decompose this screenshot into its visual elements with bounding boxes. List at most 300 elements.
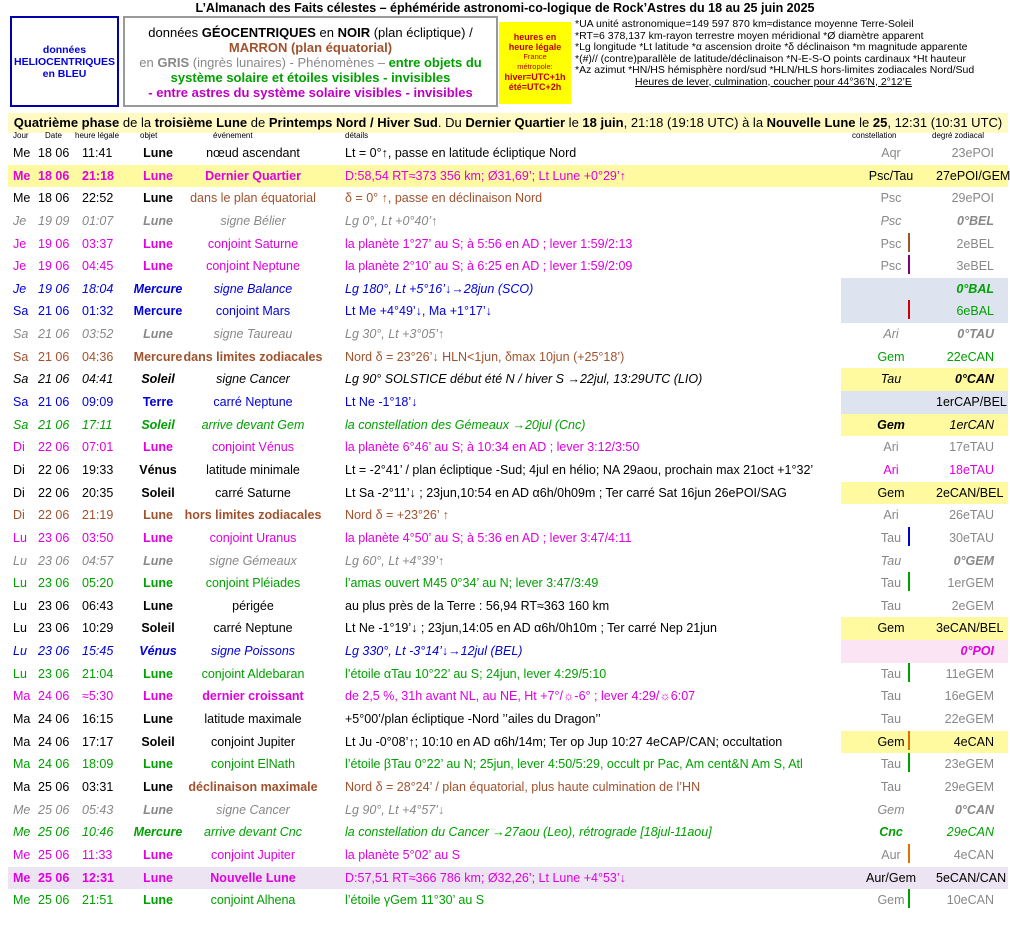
cell-date: 23 06: [38, 553, 70, 568]
cell-heure: 04:36: [82, 349, 114, 364]
cell-evenement: conjoint Alhena: [210, 893, 296, 908]
cell-jour: Lu: [13, 598, 27, 613]
cell-heure: 06:43: [82, 598, 114, 613]
table-row: [8, 595, 1008, 618]
cell-degre: 0°BAL: [956, 281, 994, 296]
cell-evenement: signe Cancer: [216, 802, 290, 817]
cell-details: la planète 5°02’ au S: [345, 847, 461, 862]
geo-p2: MARRON (plan équatorial): [228, 40, 393, 55]
table-row: [8, 776, 1008, 799]
cell-objet: Soleil: [141, 372, 175, 387]
cell-jour: Lu: [13, 553, 27, 568]
cell-date: 18 06: [38, 191, 70, 206]
color-marker: [908, 300, 910, 319]
cell-details: Lg 330°, Lt -3°14’↓→12jul (BEL): [345, 644, 523, 659]
cell-date: 24 06: [38, 712, 70, 727]
cell-constellation: Psc: [880, 259, 902, 274]
cell-details: Lt = 0°↑, passe en latitude écliptique Nord: [345, 146, 577, 160]
cell-details: Nord δ = +23°26’ ↑: [345, 508, 449, 523]
heures-legend-box: [499, 22, 571, 104]
geo-p5: - entre astres du système solaire visibles - invisibles: [148, 85, 473, 100]
cell-evenement: Dernier Quartier: [205, 168, 301, 183]
table-row: [8, 346, 1008, 369]
cell-heure: 21:51: [82, 893, 114, 908]
cell-evenement: carré Saturne: [215, 485, 291, 500]
phase-g: Dernier Quartier: [465, 115, 566, 130]
cell-heure: 18:09: [82, 757, 114, 772]
cell-details: Lg 90°, Lt +4°57’↓: [345, 802, 445, 817]
legend-line: *(#)// (contre)parallèle de latitude/déclinaison *N-E-S-O points cardinaux *Ht hauteur: [575, 52, 967, 65]
cell-objet: Lune: [143, 870, 173, 885]
cell-details: Lt Ne -1°19’↓ ; 23jun,14:05 en AD α6h/0h10m ; Ter carré Nep 21jun: [345, 621, 717, 636]
color-marker: [908, 731, 910, 750]
heures-l3: France: [523, 52, 547, 61]
cell-jour: Me: [13, 825, 31, 840]
table-row: [8, 459, 1008, 482]
cell-date: 21 06: [38, 395, 70, 410]
cell-details: la planète 1°27’ au S; à 5:56 en AD ; lever 1:59/2:13: [345, 236, 633, 251]
cell-evenement: conjoint Jupiter: [210, 734, 296, 749]
cell-evenement: périgée: [232, 598, 274, 613]
table-row: [8, 278, 1008, 301]
phase-l: le: [855, 115, 873, 130]
cell-degre: 10eCAN: [946, 893, 994, 908]
cell-heure: 12:31: [82, 870, 114, 885]
cell-jour: Ma: [13, 689, 31, 704]
cell-heure: 20:35: [82, 485, 114, 500]
legend-line: *UA unité astronomique=149 597 870 km≈distance moyenne Terre-Soleil: [575, 18, 914, 30]
cell-evenement: dernier croissant: [202, 689, 304, 704]
cell-jour: Ma: [13, 734, 31, 749]
cell-constellation: Ari: [883, 327, 899, 342]
cell-date: 19 06: [38, 236, 70, 251]
phase-f: . Du: [437, 115, 466, 130]
phase-e: Printemps Nord / Hiver Sud: [268, 115, 438, 130]
cell-heure: 03:37: [82, 236, 114, 251]
cell-evenement: carré Neptune: [213, 395, 293, 410]
cell-details: Lg 90° SOLSTICE début été N / hiver S →22jul, 13:29UTC (LIO): [345, 372, 703, 387]
cell-heure: 05:20: [82, 576, 114, 591]
cell-objet: Lune: [143, 553, 173, 568]
cell-heure: 01:32: [82, 304, 114, 319]
cell-evenement: Nouvelle Lune: [210, 870, 296, 885]
table-row: [8, 663, 1008, 686]
cell-objet: Lune: [143, 598, 173, 613]
cell-objet: Lune: [143, 757, 173, 772]
table-row: [8, 889, 1008, 912]
cell-degre: 0°BEL: [957, 213, 994, 228]
geo-p1c: en: [315, 25, 338, 40]
table-row: [8, 368, 1008, 391]
cell-heure: 04:57: [82, 553, 114, 568]
color-marker: [908, 663, 910, 682]
heures-l5: hiver=UTC+1h: [504, 72, 566, 82]
cell-constellation: Gem: [877, 417, 905, 432]
cell-objet: Vénus: [139, 644, 177, 659]
cell-constellation: Psc: [880, 213, 902, 228]
cell-details: Lg 30°, Lt +3°05’↑: [345, 327, 445, 342]
cell-details: l’étoile γGem 11°30’ au S: [345, 893, 485, 908]
cell-degre: 1erCAP/BEL: [936, 395, 1007, 410]
cell-details: la planète 6°46’ au S; à 10:34 en AD ; lever 3:12/3:50: [345, 440, 640, 455]
cell-degre: 16eGEM: [944, 689, 994, 704]
table-row: [8, 572, 1008, 595]
cell-objet: Lune: [143, 530, 173, 545]
cell-date: 24 06: [38, 734, 70, 749]
cell-date: 25 06: [38, 870, 70, 885]
color-marker: [908, 527, 910, 546]
col-header-details: détails: [345, 131, 369, 140]
cell-objet: Lune: [143, 327, 173, 342]
cell-date: 23 06: [38, 576, 70, 591]
cell-degre: 17eTAU: [949, 440, 994, 455]
cell-evenement: latitude maximale: [204, 712, 302, 727]
table-row: [8, 255, 1008, 278]
cell-degre: 23eGEM: [944, 757, 994, 772]
cell-degre: 29ePOI: [951, 191, 994, 206]
cell-degre: 2eBEL: [956, 236, 994, 251]
table-row: [8, 527, 1008, 550]
cell-objet: Lune: [143, 689, 173, 704]
cell-degre: 11eGEM: [945, 666, 994, 681]
phase-k: Nouvelle Lune: [766, 115, 856, 130]
heures-l4: métropole:: [517, 62, 553, 71]
cell-jour: Me: [13, 847, 31, 862]
cell-degre: 0°TAU: [957, 327, 994, 342]
table-row: [8, 142, 1008, 165]
cell-details: la constellation du Cancer →27aou (Leo), rétrograde [18jul-11aou]: [345, 825, 712, 840]
cell-constellation: Gem: [877, 621, 905, 636]
cell-jour: Lu: [13, 644, 27, 659]
cell-heure: 09:09: [82, 395, 114, 410]
cell-date: 21 06: [38, 327, 70, 342]
table-row: [8, 821, 1008, 844]
page-title: L’Almanach des Faits célestes – éphéméride astronomi-co-logique de Rock’Astres du 18 au 25 juin 2025: [195, 1, 815, 15]
table-row: [8, 708, 1008, 731]
col-header-objet: objet: [140, 131, 158, 140]
cell-details: D:57,51 RT≈366 786 km; Ø32,26’; Lt Lune +4°53’↓: [345, 870, 626, 885]
cell-heure: 03:50: [82, 530, 114, 545]
phase-a: Quatrième phase: [13, 115, 120, 130]
cell-jour: Di: [13, 485, 25, 500]
table-row: [8, 685, 1008, 708]
heures-l2: heure légale: [508, 42, 562, 52]
phase-b: de la: [119, 115, 155, 130]
cell-heure: 10:29: [82, 621, 114, 636]
geo-legend-box: [123, 16, 498, 107]
cell-jour: Me: [13, 802, 31, 817]
cell-constellation: Psc/Tau: [868, 168, 914, 183]
cell-objet: Lune: [143, 576, 173, 591]
phase-c: troisième Lune: [154, 115, 248, 130]
cell-degre: 2eCAN/BEL: [936, 485, 1004, 500]
cell-jour: Me: [13, 893, 31, 908]
cell-evenement: carré Neptune: [213, 621, 293, 636]
phase-i: 18 juin: [582, 115, 624, 130]
cell-constellation: Tau: [880, 779, 902, 794]
cell-heure: ≈5:30: [82, 689, 114, 704]
cell-objet: Lune: [143, 712, 173, 727]
cell-degre: 3eCAN/BEL: [936, 621, 1004, 636]
cell-heure: 17:11: [82, 417, 113, 432]
cell-date: 21 06: [38, 372, 70, 387]
cell-evenement: conjoint Mars: [215, 304, 291, 319]
cell-evenement: conjoint ElNath: [210, 757, 296, 772]
cell-details: Lg 180°, Lt +5°16’↓→28jun (SCO): [345, 281, 534, 296]
helio-l3: en BLEU: [42, 67, 87, 80]
table-row: [8, 300, 1008, 323]
legend-line: *Az azimut *HN/HS hémisphère nord/sud *HLN/HLS hors-limites zodiacales Nord/Sud: [575, 64, 975, 76]
cell-heure: 03:52: [82, 327, 114, 342]
cell-evenement: arrive devant Gem: [201, 417, 305, 432]
table-row: [8, 391, 1008, 414]
cell-details: Lt Ne -1°18’↓: [345, 395, 418, 410]
cell-constellation: Gem: [877, 893, 905, 908]
cell-details: la constellation des Gémeaux →20jul (Cnc): [345, 417, 586, 432]
cell-constellation: Psc: [880, 191, 902, 206]
cell-constellation: Tau: [880, 530, 902, 545]
cell-heure: 17:17: [82, 734, 114, 749]
cell-constellation: Tau: [880, 689, 902, 704]
phase-m: 25: [872, 115, 888, 130]
cell-details: D:58,54 RT≈373 356 km; Ø31,69’; Lt Lune +0°29’↑: [345, 168, 626, 183]
cell-evenement: déclinaison maximale: [188, 779, 318, 794]
cell-degre: 27ePOI/GEM: [936, 168, 1010, 183]
cell-heure: 03:31: [82, 779, 114, 794]
helio-legend-box: [10, 16, 119, 107]
color-marker: [908, 844, 910, 863]
table-row: [8, 323, 1008, 346]
cell-heure: 18:04: [82, 281, 114, 296]
cell-constellation: Aur: [881, 847, 901, 862]
table-row: [8, 414, 1008, 437]
cell-jour: Sa: [13, 327, 29, 342]
cell-details: au plus près de la Terre : 56,94 RT≈363 160 km: [345, 598, 610, 613]
cell-heure: 16:15: [82, 712, 114, 727]
cell-date: 19 09: [38, 213, 70, 228]
cell-jour: Ma: [13, 779, 31, 794]
cell-details: la planète 2°10’ au S; à 6:25 en AD ; lever 1:59/2:09: [345, 259, 633, 274]
phase-h: le: [565, 115, 583, 130]
col-header-heure: heure légale: [75, 131, 120, 140]
col-header-evenement: événement: [213, 131, 253, 140]
cell-jour: Di: [13, 462, 25, 477]
cell-details: la planète 4°50’ au S; à 5:36 en AD ; lever 3:47/4:11: [345, 530, 632, 545]
table-row: [8, 617, 1008, 640]
cell-date: 25 06: [38, 779, 70, 794]
cell-constellation: Tau: [880, 372, 902, 387]
cell-date: 21 06: [38, 349, 70, 364]
cell-objet: Lune: [143, 213, 173, 228]
geo-p1a: données: [148, 25, 202, 40]
cell-constellation: Gem: [877, 485, 905, 500]
cell-jour: Me: [13, 146, 31, 160]
table-row: [8, 504, 1008, 527]
cell-date: 22 06: [38, 508, 70, 523]
cell-jour: Je: [13, 281, 27, 296]
cell-heure: 11:33: [82, 847, 113, 862]
cell-objet: Lune: [143, 191, 173, 206]
cell-details: Lt Me +4°49’↓, Ma +1°17’↓: [345, 304, 492, 319]
abbreviations-legend: [575, 19, 1005, 88]
cell-evenement: nœud ascendant: [206, 146, 300, 160]
cell-details: l’étoile βTau 0°22’ au N; 25jun, lever 4:50/5:29, occult pr Pac, Am cent&N Am S, Atl: [345, 757, 803, 772]
cell-heure: 15:45: [82, 644, 114, 659]
cell-degre: 4eCAN: [953, 847, 994, 862]
cell-constellation: Tau: [880, 757, 902, 772]
cell-degre: 23ePOI: [951, 146, 994, 160]
geo-p3b: GRIS: [157, 55, 190, 70]
heures-l6: été=UTC+2h: [508, 82, 562, 92]
cell-heure: 05:43: [82, 802, 114, 817]
table-row: [8, 165, 1008, 188]
cell-jour: Me: [13, 168, 31, 183]
cell-degre: 26eTAU: [949, 508, 994, 523]
cell-jour: Sa: [13, 417, 29, 432]
cell-degre: 3eBEL: [956, 259, 994, 274]
cell-date: 23 06: [38, 666, 70, 681]
cell-objet: Mercure: [133, 304, 183, 319]
cell-jour: Ma: [13, 712, 31, 727]
cell-objet: Lune: [143, 146, 173, 160]
cell-jour: Sa: [13, 304, 29, 319]
cell-jour: Lu: [13, 576, 27, 591]
cell-details: l’étoile αTau 10°22’ au S; 24jun, lever 4:29/5:10: [345, 666, 607, 681]
ephemeris-table: [8, 142, 1008, 912]
cell-constellation: Ari: [883, 440, 899, 455]
cell-details: Lt Sa -2°11’↓ ; 23jun,10:54 en AD α6h/0h09m ; Ter carré Sat 16jun 26ePOI/SAG: [345, 485, 787, 500]
cell-date: 23 06: [38, 644, 70, 659]
cell-jour: Je: [13, 213, 27, 228]
cell-constellation: Tau: [880, 553, 902, 568]
cell-date: 18 06: [38, 168, 70, 183]
cell-details: l’amas ouvert M45 0°34’ au N; lever 3:47/3:49: [345, 576, 599, 591]
cell-evenement: conjoint Saturne: [207, 236, 299, 251]
cell-degre: 22eGEM: [944, 712, 994, 727]
cell-degre: 0°CAN: [954, 802, 994, 817]
cell-objet: Soleil: [141, 417, 175, 432]
color-marker: [908, 753, 910, 772]
cell-date: 18 06: [38, 146, 70, 160]
cell-objet: Lune: [143, 508, 173, 523]
cell-evenement: signe Cancer: [216, 372, 290, 387]
cell-evenement: conjoint Aldebaran: [201, 666, 305, 681]
cell-evenement: conjoint Pléiades: [205, 576, 301, 591]
table-row: [8, 753, 1008, 776]
cell-degre: 22eCAN: [946, 349, 994, 364]
cell-constellation: Tau: [880, 576, 902, 591]
table-row: [8, 640, 1008, 663]
cell-date: 25 06: [38, 893, 70, 908]
cell-constellation: Aqr: [881, 146, 901, 160]
cell-constellation: Psc: [880, 236, 902, 251]
cell-evenement: hors limites zodiacales: [184, 508, 322, 523]
cell-jour: Lu: [13, 666, 27, 681]
cell-degre: 0°POI: [960, 644, 994, 659]
cell-objet: Lune: [143, 236, 173, 251]
phase-d: de: [247, 115, 269, 130]
cell-degre: 6eBAL: [956, 304, 994, 319]
cell-objet: Lune: [143, 666, 173, 681]
cell-jour: Me: [13, 191, 31, 206]
cell-constellation: Tau: [880, 666, 902, 681]
cell-degre: 0°CAN: [954, 372, 994, 387]
cell-date: 25 06: [38, 802, 70, 817]
cell-objet: Vénus: [139, 462, 177, 477]
table-row: [8, 731, 1008, 754]
cell-heure: 04:41: [82, 372, 114, 387]
cell-objet: Soleil: [141, 734, 175, 749]
table-row: [8, 844, 1008, 867]
helio-l1: données: [42, 43, 87, 56]
cell-degre: 29eGEM: [944, 779, 994, 794]
phase-j: , 21:18 (19:18 UTC) à la: [623, 115, 767, 130]
cell-evenement: signe Taureau: [213, 327, 293, 342]
cell-evenement: conjoint Neptune: [206, 259, 300, 274]
cell-date: 23 06: [38, 621, 70, 636]
table-row: [8, 799, 1008, 822]
cell-constellation: Cnc: [879, 825, 903, 840]
cell-jour: Sa: [13, 349, 29, 364]
cell-evenement: conjoint Vénus: [211, 440, 294, 455]
cell-heure: 21:19: [82, 508, 114, 523]
cell-degre: 18eTAU: [949, 462, 994, 477]
table-row: [8, 867, 1008, 890]
cell-details: Lg 60°, Lt +4°39’↑: [345, 553, 445, 568]
cell-constellation: Aur/Gem: [865, 870, 916, 885]
geo-p3a: en: [139, 55, 158, 70]
phase-n: , 12:31 (10:31 UTC): [887, 115, 1003, 130]
cell-objet: Lune: [143, 440, 173, 455]
col-header-jour: Jour: [13, 131, 29, 140]
cell-evenement: signe Balance: [213, 281, 293, 296]
cell-date: 25 06: [38, 847, 70, 862]
cell-degre: 5eCAN/CAN: [936, 870, 1007, 885]
cell-date: 22 06: [38, 440, 70, 455]
cell-evenement: signe Gémeaux: [209, 553, 297, 568]
legend-line: *RT=6 378,137 km-rayon terrestre moyen méridional *Ø diamètre apparent: [575, 29, 924, 42]
cell-heure: 19:33: [82, 462, 114, 477]
cell-jour: Me: [13, 870, 31, 885]
cell-heure: 07:01: [82, 440, 114, 455]
cell-evenement: conjoint Jupiter: [210, 847, 296, 862]
cell-evenement: signe Bélier: [220, 213, 286, 228]
cell-objet: Lune: [143, 893, 173, 908]
color-marker: [908, 233, 910, 252]
cell-objet: Lune: [143, 779, 173, 794]
geo-p4: système solaire et étoiles visibles - invisibles: [170, 70, 451, 85]
cell-date: 22 06: [38, 462, 70, 477]
cell-evenement: latitude minimale: [206, 462, 300, 477]
color-marker: [908, 889, 910, 908]
cell-degre: 2eGEM: [951, 598, 994, 613]
cell-objet: Terre: [142, 395, 174, 410]
cell-constellation: Gem: [877, 734, 905, 749]
cell-jour: Je: [13, 236, 27, 251]
cell-details: δ = 0° ↑, passe en déclinaison Nord: [345, 191, 543, 206]
cell-degre: 30eTAU: [949, 530, 994, 545]
cell-details: Lt Ju -0°08’↑; 10:10 en AD α6h/14m; Ter op Jup 10:27 4eCAP/CAN; occultation: [345, 734, 783, 749]
geo-p1e: (plan écliptique) /: [370, 25, 473, 40]
color-marker: [908, 255, 910, 274]
cell-date: 19 06: [38, 259, 70, 274]
cell-constellation: Tau: [880, 598, 902, 613]
cell-jour: Sa: [13, 372, 29, 387]
table-row: [8, 482, 1008, 505]
cell-details: Nord δ = 23°26’↓ HLN<1jun, δmax 10jun (+25°18’): [345, 349, 625, 364]
cell-heure: 10:46: [82, 825, 114, 840]
cell-evenement: signe Poissons: [210, 644, 296, 659]
